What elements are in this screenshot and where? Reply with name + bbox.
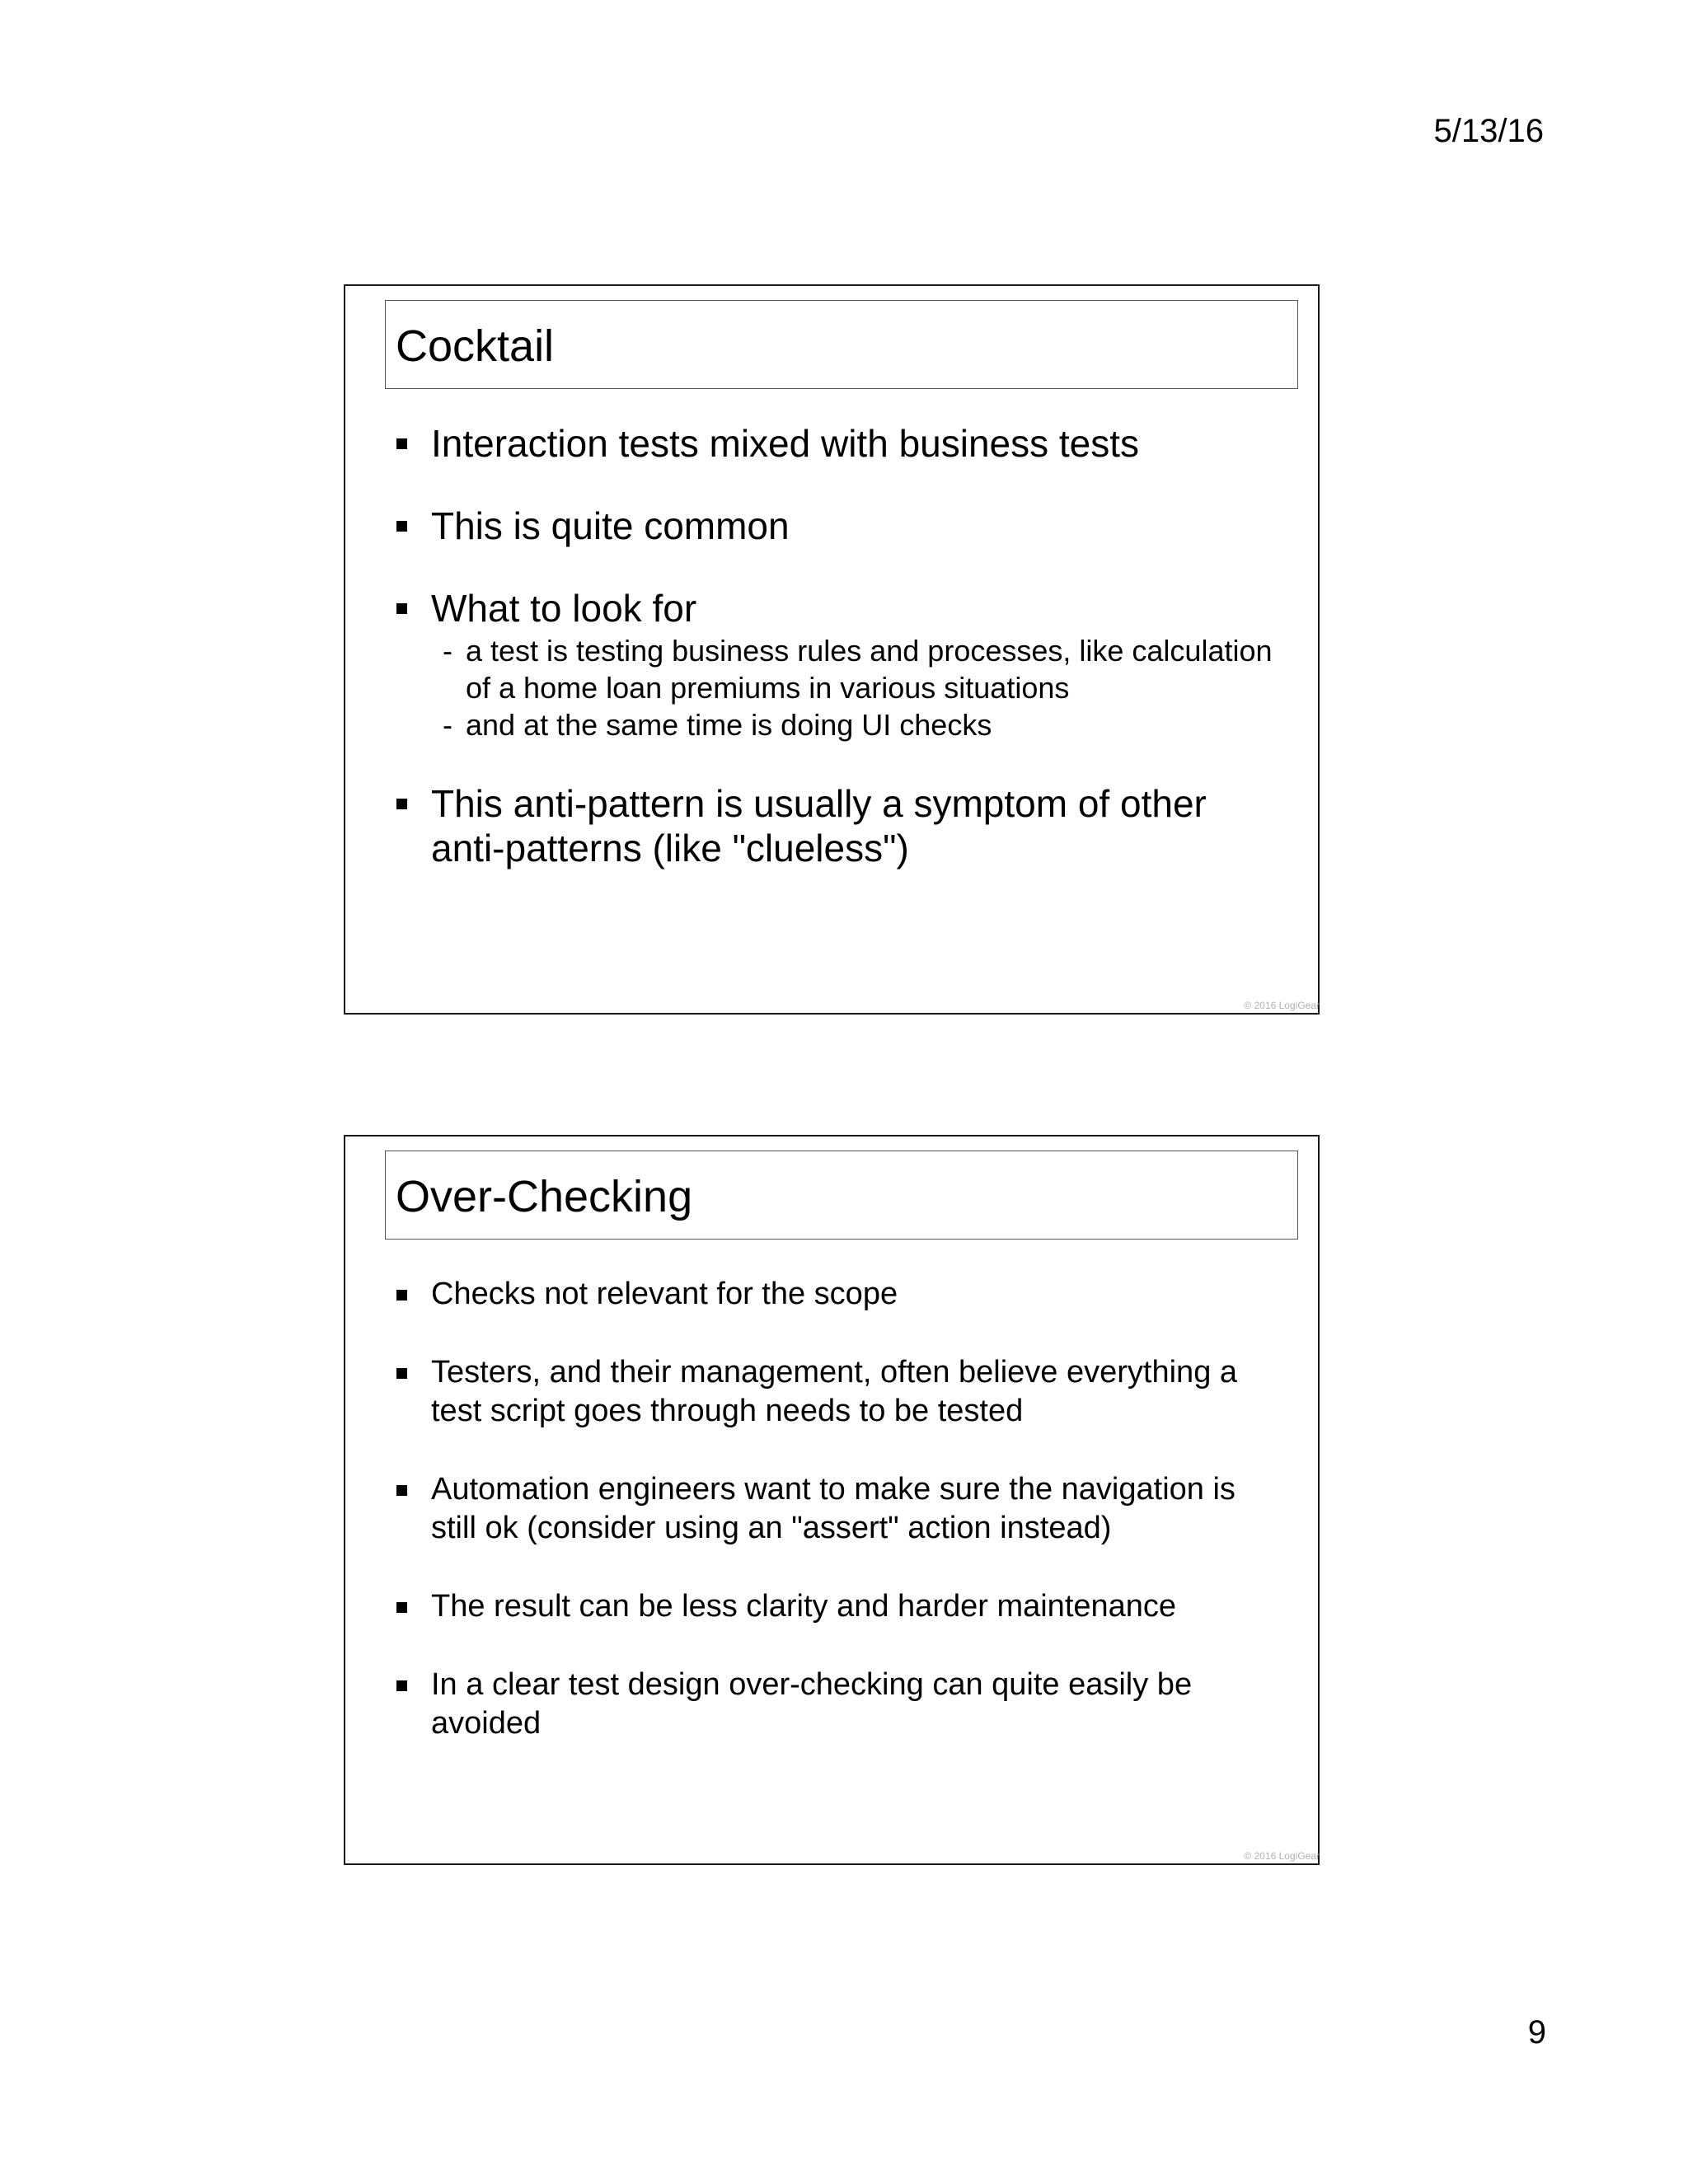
slide-title: Cocktail — [396, 321, 555, 371]
bullet-text: This anti-pattern is usually a symptom of other anti-patterns (like "clueless") — [431, 782, 1207, 869]
bullet-item — [396, 1666, 1285, 1743]
dash-bullet-icon: - — [443, 708, 452, 742]
sub-bullet-text: a test is testing business rules and processes, like calculation of a home loan premiums in various situations — [466, 634, 1273, 705]
bullet-text: The result can be less clarity and harder maintenance — [431, 1589, 1177, 1624]
slide-over-checking — [344, 1135, 1320, 1865]
bullet-item — [396, 781, 1285, 870]
slide-title-box — [385, 300, 1298, 389]
bullet-list — [396, 1275, 1285, 1783]
sub-bullet-item — [431, 632, 1285, 706]
square-bullet-icon — [396, 603, 407, 614]
copyright-footer: © 2016 LogiGear — [1244, 1000, 1320, 1011]
sub-bullet-item — [431, 706, 1285, 743]
dash-bullet-icon: - — [443, 634, 452, 668]
square-bullet-icon — [396, 438, 407, 449]
square-bullet-icon — [396, 1368, 407, 1379]
bullet-text: Interaction tests mixed with business tests — [431, 422, 1140, 465]
bullet-text: What to look for — [431, 587, 697, 630]
square-bullet-icon — [396, 1680, 407, 1691]
slide-title: Over-Checking — [396, 1172, 693, 1221]
square-bullet-icon — [396, 521, 407, 532]
bullet-item — [396, 1275, 1285, 1314]
bullet-list — [396, 421, 1285, 908]
square-bullet-icon — [396, 1290, 407, 1301]
page-date: 5/13/16 — [1433, 113, 1544, 149]
bullet-text: Checks not relevant for the scope — [431, 1277, 898, 1311]
bullet-item — [396, 1470, 1285, 1548]
square-bullet-icon — [396, 1602, 407, 1613]
bullet-text: In a clear test design over-checking can quite easily be avoided — [431, 1667, 1193, 1741]
bullet-item — [396, 504, 1285, 548]
slide-cocktail — [344, 284, 1320, 1015]
bullet-item — [396, 421, 1285, 466]
sub-bullet-text: and at the same time is doing UI checks — [466, 708, 992, 742]
copyright-footer: © 2016 LogiGear — [1244, 1850, 1320, 1862]
slide-title-box — [385, 1151, 1298, 1240]
square-bullet-icon — [396, 1485, 407, 1496]
bullet-item — [396, 586, 1285, 743]
bullet-text: Testers, and their management, often believe everything a test script goes through needs to be tested — [431, 1355, 1238, 1428]
sub-bullet-list — [431, 632, 1285, 743]
bullet-text: Automation engineers want to make sure the navigation is still ok (consider using an "assert" action instead) — [431, 1472, 1236, 1545]
bullet-item — [396, 1587, 1285, 1626]
square-bullet-icon — [396, 799, 407, 809]
bullet-item — [396, 1353, 1285, 1431]
bullet-text: This is quite common — [431, 504, 790, 547]
page-number: 9 — [1527, 2014, 1546, 2050]
